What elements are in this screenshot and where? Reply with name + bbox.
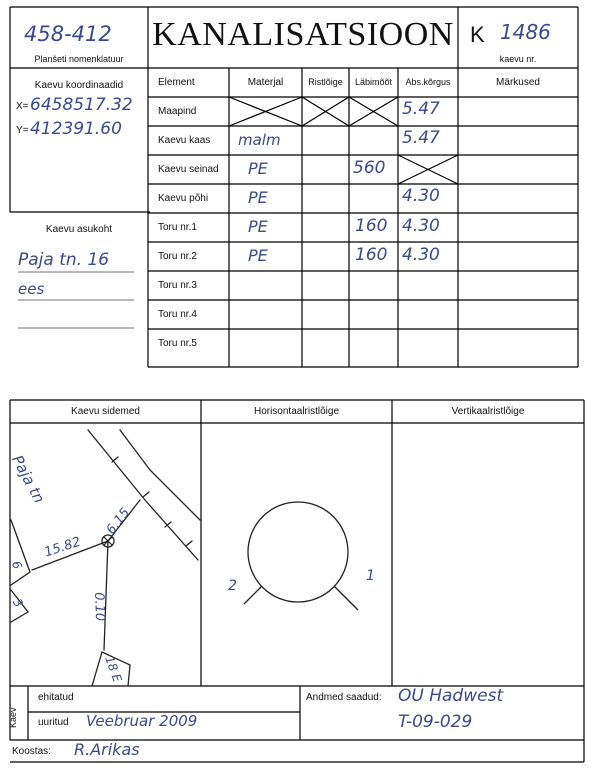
col-header-diameter: Läbimõõt	[354, 77, 393, 87]
material-cover: malm	[238, 131, 281, 149]
panel-vertical-label: Vertikaalristlõige	[451, 406, 525, 417]
sheet-number: 458-412	[24, 22, 112, 46]
well-prefix: K	[470, 22, 485, 47]
table-row-label: Toru nr.2	[158, 251, 197, 262]
pipe-2-label: 2	[228, 578, 237, 594]
sketch-street-label: Paja tn	[8, 452, 49, 507]
diameter-pipe-1: 160	[355, 216, 388, 236]
table-row-label: Kaevu seinad	[158, 164, 219, 175]
author-label: Koostas:	[12, 746, 51, 757]
y-prefix: Y=	[16, 125, 29, 136]
surveyed-label: uuritud	[38, 717, 69, 728]
material-walls: PE	[248, 159, 268, 178]
author-value: R.Arikas	[74, 740, 140, 759]
pipe-1-label: 1	[366, 568, 375, 584]
panel-ties-label: Kaevu sidemed	[71, 406, 140, 417]
table-row-label: Maapind	[158, 106, 197, 117]
data-from-label: Andmed saadud:	[306, 692, 382, 703]
table-row-label: Toru nr.4	[158, 309, 197, 320]
location-line-1: Paja tn. 16	[18, 250, 110, 270]
elevation-cover: 5.47	[402, 128, 440, 148]
elevation-ground: 5.47	[402, 99, 440, 119]
diameter-walls: 560	[353, 158, 386, 178]
well-number: 1486	[500, 20, 551, 44]
sketch-building-3: 18 E	[102, 654, 125, 684]
material-pipe-1: PE	[248, 217, 268, 236]
table-row-label: Toru nr.5	[158, 338, 197, 349]
table-row-label: Kaevu põhi	[158, 193, 209, 204]
data-from-code: T-09-029	[398, 712, 473, 732]
col-header-remarks: Märkused	[496, 77, 540, 88]
table-row-label: Kaevu kaas	[158, 135, 211, 146]
form-title: KANALISATSIOON	[152, 16, 454, 53]
sketch-distance-3: 0.10	[91, 592, 108, 622]
y-coordinate: 412391.60	[30, 119, 122, 139]
col-header-element: Element	[158, 77, 195, 88]
sketch-building-2: 3	[9, 596, 26, 610]
elevation-pipe-1: 4.30	[402, 216, 440, 236]
material-pipe-2: PE	[248, 246, 268, 265]
col-header-section: Ristlõige	[308, 77, 343, 87]
built-label: ehitatud	[38, 692, 74, 703]
sheet-label: Planšeti nomenklatuur	[34, 54, 124, 64]
well-label: kaevu nr.	[499, 54, 537, 64]
pipe-1-line	[334, 586, 358, 610]
diameter-pipe-2: 160	[355, 245, 388, 265]
sketch-distance-2: 6.15	[103, 505, 134, 538]
table-row-label: Toru nr.3	[158, 280, 197, 291]
pipe-2-line	[244, 586, 262, 604]
kaev-label: Kaev	[8, 707, 18, 728]
x-coordinate: 6458517.32	[30, 95, 133, 115]
elevation-bottom: 4.30	[402, 186, 440, 206]
data-from-value: OÜ Hadwest	[398, 686, 504, 706]
table-row-label: Toru nr.1	[158, 222, 197, 233]
panel-horizontal-label: Horisontaalristlõige	[253, 406, 340, 417]
elevation-pipe-2: 4.30	[402, 245, 440, 265]
location-label: Kaevu asukoht	[45, 224, 113, 235]
coords-label: Kaevu koordinaadid	[34, 80, 124, 91]
col-header-material: Materjal	[247, 77, 284, 88]
location-line-2: ees	[18, 280, 45, 298]
sketch-building-1: 6	[8, 559, 25, 571]
x-prefix: X=	[16, 101, 29, 112]
sketch-distance-1: 15.82	[42, 534, 83, 561]
material-bottom: PE	[248, 188, 268, 207]
col-header-elevation: Abs.kõrgus	[405, 77, 451, 87]
surveyed-value: Veebruar 2009	[86, 712, 198, 730]
well-cross-section-circle	[248, 502, 348, 602]
